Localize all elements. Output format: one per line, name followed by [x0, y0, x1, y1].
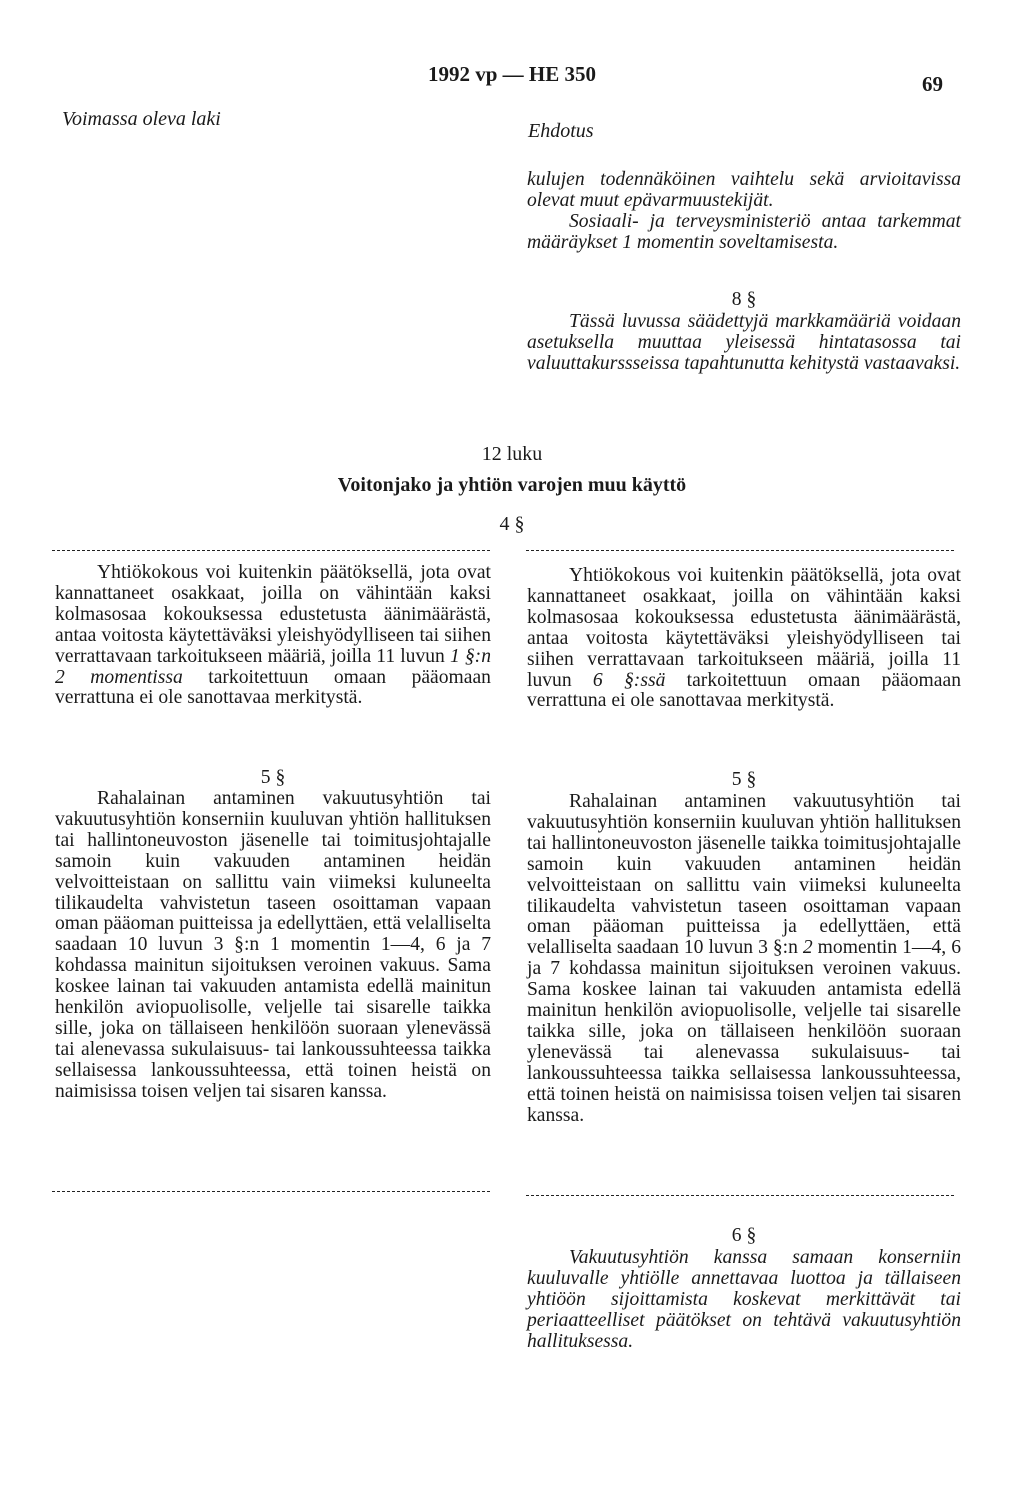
right-section-5-text-italic: 2 [802, 937, 813, 959]
right-column-label: Ehdotus [528, 120, 594, 142]
chapter-title: Voitonjako ja yhtiön varojen muu käyttö [337, 474, 687, 496]
section-4-heading: 4 § [499, 513, 525, 535]
right-section-4-text-italic: 6 §:ssä [592, 669, 666, 691]
right-section-4-text [527, 566, 961, 712]
right-section-5-heading: 5 § [731, 769, 757, 790]
omission-line-left-top [52, 550, 490, 551]
left-section-5-text: Rahalainan antaminen vakuutusyhtiön tai vakuutusyhtiön konserniin kuuluvan yhtiön hallituksen tai hallintoneuvoston jäsenelle tai toimitusjohtajalle samoin kuin vakuuden antaminen heidän velvoitteistaan on sallittu vain viimeksi kuluneelta tilikaudelta vahvistetun taseen osoittaman vapaan oman pääoman puitteissa ja edellyttäen, että velalliselta saadaan 10 luvun 3 §:n 1 momentin 1—4, 6 ja 7 kohdassa mainitun sijoituksen veroinen vakuus. Sama koskee lainan tai vakuuden antamista edellä mainitun henkilön aviopuolisolle, veljelle tai sisarelle taikka sille, joka on tällaiseen henkilöön suoraan ylenevässä tai alenevassa sukulaisuus- tai lankoussuhteessa taikka sellaisessa lankoussuhteessa, että toinen heistä on naimisissa toisen veljen tai sisaren kanssa. [55, 788, 491, 1102]
left-section-4-text-italic: 1 §:n 2 momentissa [55, 645, 491, 688]
left-section-5-heading: 5 § [260, 767, 286, 788]
omission-line-left-bottom [52, 1191, 490, 1192]
left-section-4-text-a: Yhtiökokous voi kuitenkin päätöksellä, jota ovat kannattaneet osakkaat, joilla on vähintään kaksi kolmasosaa kokouksessa edustetusta äänimäärästä, antaa voitosta käytettäväksi yleishyödylliseen tai siihen verrattavaan tarkoitukseen määriä, joilla 11 luvun [55, 562, 491, 667]
right-section-6-text: Vakuutusyhtiön kanssa samaan konserniin kuuluvalle yhtiölle annettavaa luottoa ja tällaiseen yhtiöön sijoittamista koskevat merkittävät tai periaatteelliset päätökset on tehtävä vakuutusyhtiön hallituksessa. [527, 1247, 961, 1352]
section-8-heading: 8 § [731, 289, 757, 310]
omission-line-right-bottom [526, 1195, 954, 1196]
right-section-5-text-a: Rahalainan antaminen vakuutusyhtiön tai vakuutusyhtiön konserniin kuuluvan yhtiön hallituksen tai hallintoneuvoston jäsenelle taikka toimitusjohtajalle samoin kuin vakuuden antaminen heidän velvoitteistaan on sallittu vain viimeksi kuluneelta tilikaudelta vahvistetun taseen osoittaman vapaan oman pääoman puitteissa ja edellyttäen, että velalliselta saadaan 10 luvun 3 §:n [527, 791, 961, 959]
section-8-text: Tässä luvussa säädettyjä markkamääriä voidaan asetuksella muuttaa yleisessä hintatasossa tai valuuttakurssseissa tapahtunutta kehitystä vastaavaksi. [527, 311, 961, 374]
right-section-4-text-b: tarkoitettuun omaan pääomaan verrattuna ei ole sanottavaa merkitystä. [527, 669, 961, 712]
right-top-paragraph-1: kulujen todennäköinen vaihtelu sekä arvioitavissa olevat muut epävarmuustekijät. [527, 169, 961, 211]
document-header-title: 1992 vp — HE 350 [427, 62, 597, 86]
omission-line-right-top [526, 550, 954, 551]
right-section-4-text-a: Yhtiökokous voi kuitenkin päätöksellä, jota ovat kannattaneet osakkaat, joilla on vähintään kaksi kolmasosaa kokouksessa edustetusta äänimäärästä, antaa voitosta käytettäväksi yleishyödylliseen tai siihen verrattavaan tarkoitukseen määriä, joilla 11 luvun [527, 565, 961, 691]
page-number: 69 [922, 72, 943, 96]
left-column-label: Voimassa oleva laki [62, 108, 221, 130]
right-top-block [527, 170, 961, 254]
left-section-4-text [55, 563, 491, 709]
right-top-paragraph-2: Sosiaali- ja terveysministeriö antaa tarkemmat määräykset 1 momentin soveltamisesta. [527, 210, 961, 253]
chapter-number: 12 luku [481, 443, 543, 465]
right-section-5-text [527, 792, 961, 1127]
right-section-6-heading: 6 § [731, 1225, 757, 1246]
left-section-4-text-b: tarkoitettuun omaan pääomaan verrattuna ei ole sanottavaa merkitystä. [55, 666, 491, 709]
right-section-5-text-b: momentin 1—4, 6 ja 7 kohdassa mainitun sijoituksen veroinen vakuus. Sama koskee lainan tai vakuuden antamista edellä mainitun henkilön aviopuolisolle, veljelle tai sisarelle taikka sille, joka on tällaiseen henkilöön suoraan ylenevässä tai alenevassa sukulaisuus- tai lankoussuhteessa taikka sellaisessa lankoussuhteessa, että toinen heistä on naimisissa toisen veljen tai sisaren kanssa. [527, 937, 961, 1126]
